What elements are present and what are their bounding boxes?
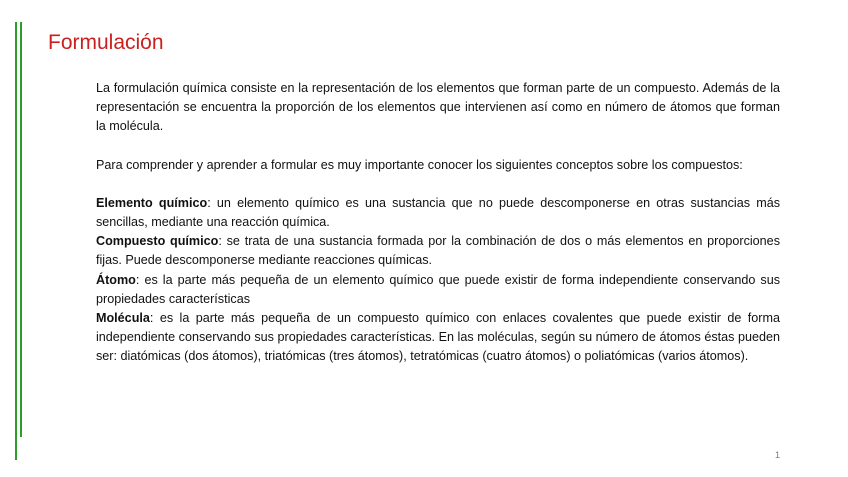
definition-text: : se trata de una sustancia formada por la combinación de dos o más elementos en proporciones fijas. Puede descomponerse mediante reacciones químicas. [96,234,780,268]
intro-paragraph: La formulación química consiste en la representación de los elementos que forman parte de un compuesto. Además de la representación se encuentra la proporción de los elementos que intervienen así como en número de átomos que forman la molécula. [96,81,780,134]
definition-molecula [96,309,780,367]
definition-text: : un elemento químico es una sustancia que no puede descomponerse en otras sustancias más sencillas, mediante una reacción química. [96,195,781,230]
definition-atomo [96,271,780,309]
slide-body [96,79,780,367]
definition-text: : es la parte más pequeña de un elemento químico que puede existir de forma independiente conservando sus propiedades características [96,272,780,306]
definition-term: Molécula [96,311,150,326]
definition-term: Elemento químico [96,195,208,210]
definition-term: Compuesto químico [96,234,219,249]
accent-bar-inner [20,22,22,437]
paragraph-spacer [96,137,780,156]
definition-term: Átomo [96,272,136,287]
slide-title: Formulación [48,31,164,54]
definition-text: : es la parte más pequeña de un compuesto químico con enlaces covalentes que puede existir de forma independiente conservando sus propiedades características. En las moléculas, según su número de átomos éstas pueden ser: diatómicas (dos átomos), triatómicas (tres átomos), tetratómicas (cuatro átomos) o poliatómicas (varios átomos). [96,311,780,364]
accent-bar-outer [15,22,17,460]
definition-elemento-quimico [96,194,780,232]
definition-compuesto-quimico [96,232,780,270]
paragraph-spacer [96,175,780,194]
concepts-intro-paragraph: Para comprender y aprender a formular es muy importante conocer los siguientes conceptos sobre los compuestos: [96,157,743,172]
page-number: 1 [775,450,781,460]
